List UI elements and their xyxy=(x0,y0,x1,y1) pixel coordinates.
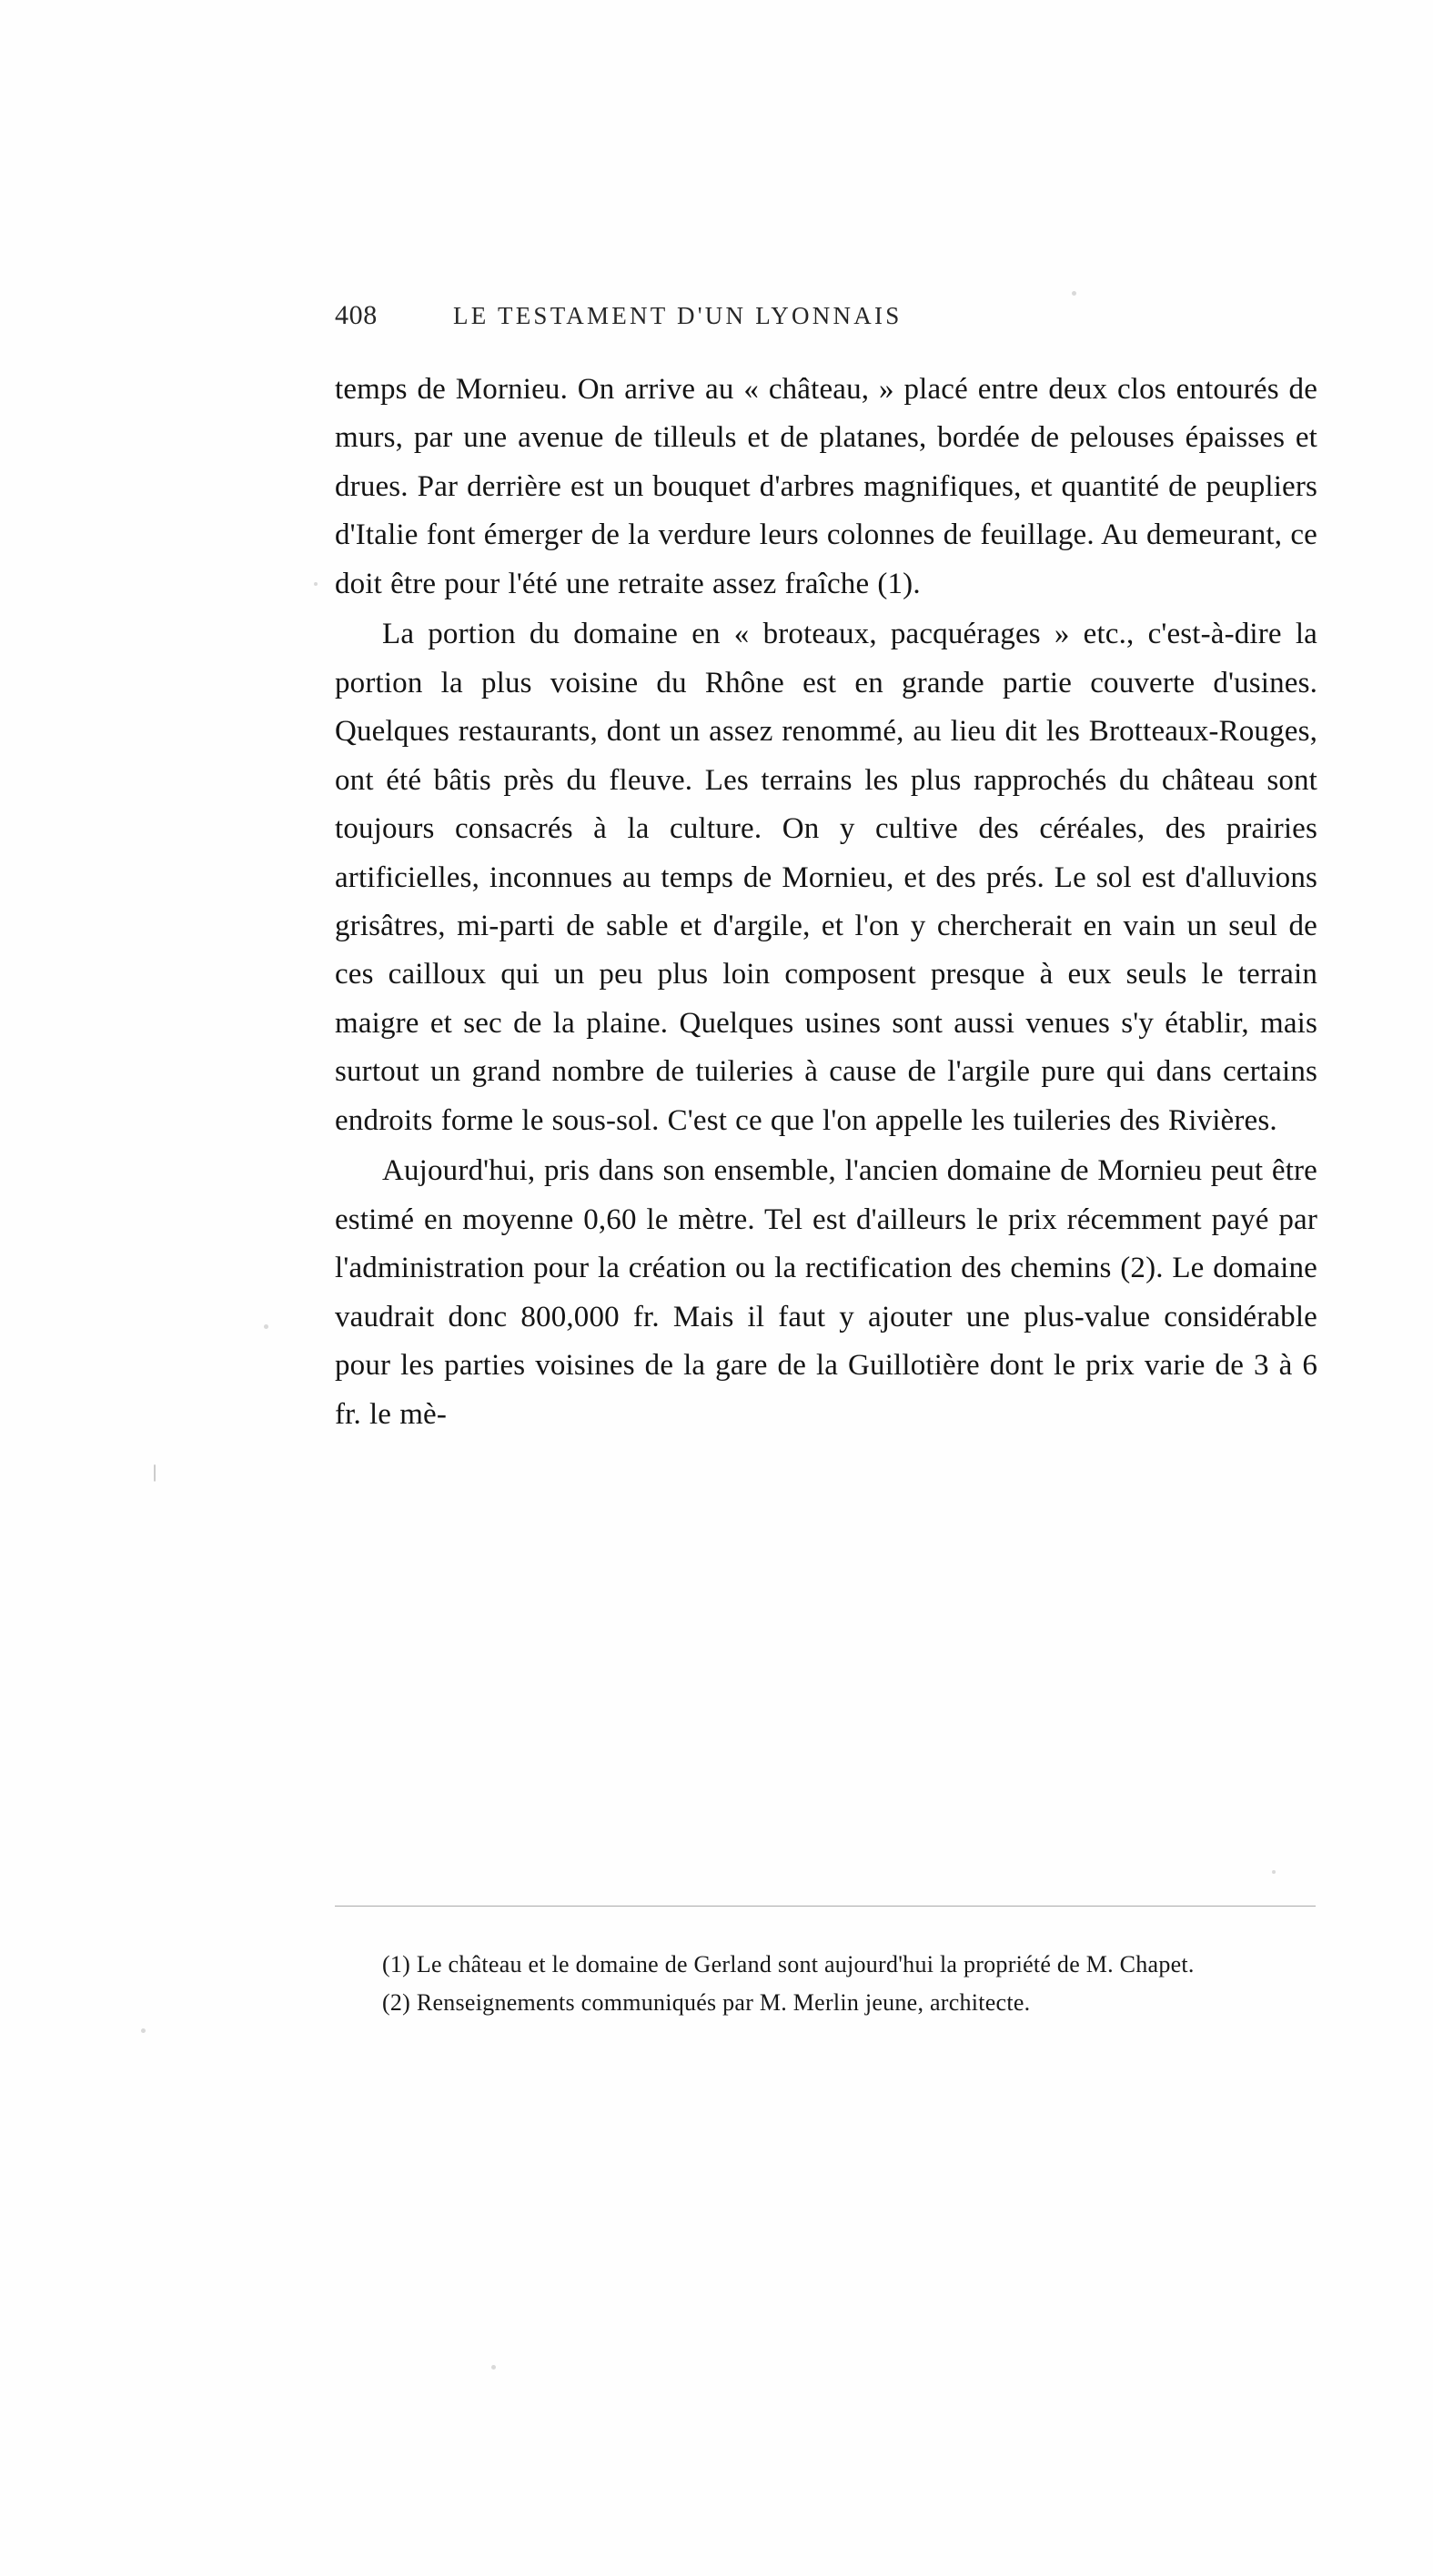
running-title: LE TESTAMENT D'UN LYONNAIS xyxy=(453,302,903,329)
footnote: (1) Le château et le domaine de Gerland sont aujourd'hui la propriété de M. Chapet. xyxy=(382,1951,1195,1977)
footnote-block xyxy=(335,1947,1317,2022)
footnote: (2) Renseignements communiqués par M. Merlin jeune, architecte. xyxy=(382,1988,1031,2016)
paper-speck xyxy=(141,2028,146,2033)
paragraph: La portion du domaine en « broteaux, pacquérages » etc., c'est-à-dire la portion la plus voisine du Rhône est en grande partie couverte d'usines. Quelques restaurants, dont un assez renommé, au lieu dit les Brotteaux-Rouges, ont été bâtis près du fleuve. Les terrains les plus rapprochés du château sont toujours consacrés à la culture. On y cultive des céréales, des prairies artificielles, inconnues au temps de Mornieu, et des prés. Le sol est d'alluvions grisâtres, mi-parti de sable et d'argile, et l'on y chercherait en vain un seul de ces cailloux qui un peu plus loin composent presque à eux seuls le terrain maigre et sec de la plaine. Quelques usines sont aussi venues s'y établir, mais surtout un grand nombre de tuileries à cause de l'argile pure qui dans certains endroits forme le sous-sol. C'est ce que l'on appelle les tuileries des Rivières. xyxy=(335,618,1317,1137)
paragraph: Aujourd'hui, pris dans son ensemble, l'ancien domaine de Mornieu peut être estimé en moyenne 0,60 le mètre. Tel est d'ailleurs le prix récemment payé par l'administration pour la création ou la rectification des chemins (2). Le domaine vaudrait donc 800,000 fr. Mais il faut y ajouter une plus-value considérable pour les parties voisines de la gare de la Guillotière dont le prix varie de 3 à 6 fr. le mè- xyxy=(335,1154,1317,1431)
text-block xyxy=(335,300,1317,1441)
paper-speck xyxy=(491,2365,496,2370)
paper-speck xyxy=(1072,291,1076,296)
running-head xyxy=(335,300,1317,331)
paper-speck xyxy=(314,582,318,586)
paper-speck xyxy=(1272,1870,1276,1874)
footnote-separator-rule xyxy=(335,1906,1316,1907)
margin-mark: | xyxy=(153,1462,157,1482)
paper-speck xyxy=(264,1324,268,1329)
page-number: 408 xyxy=(335,300,378,330)
paragraph: temps de Mornieu. On arrive au « château, » placé entre deux clos entourés de murs, par une avenue de tilleuls et de platanes, bordée de pelouses épaisses et drues. Par derrière est un bouquet d'arbres magnifiques, et quantité de peupliers d'Italie font émerger de la verdure leurs colonnes de feuillage. Au demeurant, ce doit être pour l'été une retraite assez fraîche (1). xyxy=(335,373,1317,600)
